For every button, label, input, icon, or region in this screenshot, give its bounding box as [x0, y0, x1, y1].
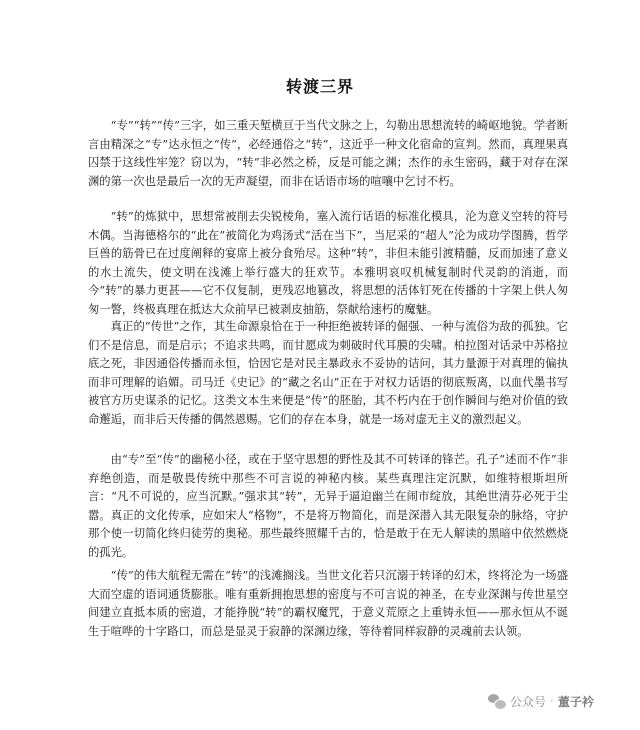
wechat-icon	[488, 693, 506, 709]
document-title: 转渡三界	[285, 77, 354, 96]
paragraph-2: “转”的炼狱中，思想常被削去尖锐棱角，塞入流行话语的标准化模具，沦为意义空转的符号木偶。当海德格尔的“此在”被简化为鸡汤式“活在当下”，当尼采的“超人”沦为成功学图腾，哲学巨兽的筋骨已在过度阐释的宴席上被分食殆尽。这种“转”，非但未能引渡精髓，反而加速了意义的水土流失，使文明在浅滩上举行盛大的狂欢节。本雅明哀叹机械复制时代灵韵的消逝，而今“转”的暴力更甚——它不仅复制，更残忍地篡改，将思想的活体钉死在传播的十字架上供人匆匆一瞥，终极真理在抵达大众前早已被剥皮抽筋，祭献给速朽的魔魅。	[88, 210, 568, 316]
watermark	[488, 689, 594, 713]
watermark-separator: ·	[550, 694, 554, 708]
paragraph-1: “专”“转”“传”三字，如三重天堑横亘于当代文脉之上，勾勒出思想流转的崎岖地貌。学者断言由精深之“专”达永恒之“传”，必经通俗之“转”，这近乎一种文化宿命的宣判。然而，真理果真囚禁于这线性牢笼？窃以为，“转”非必然之桥，反是可能之渊；杰作的永生密码，藏于对存在深渊的第一次也是最后一次的无声凝望，而非在话语市场的喧嚷中乞讨不朽。	[88, 119, 568, 188]
paragraph-4: 由“专”至“传”的幽秘小径，或在于坚守思想的野性及其不可转译的锋芒。孔子“述而不作”非弃绝创造，而是敬畏传统中那些不可言说的神秘内核。某些真理注定沉默，如维特根斯坦所言：“凡不可说的，应当沉默。”强求其“转”，无异于逼迫幽兰在闹市绽放，其绝世清芬必死于尘嚣。真正的文化传承，应如宋人“格物”，不是将万物简化，而是深潜入其无限复杂的脉络，守护那个使一切简化终归徒劳的奥秘。那些最终照耀千古的，恰是敢于在无人解读的黑暗中依然燃烧的孤光。	[88, 453, 568, 559]
paragraph-5: “传”的伟大航程无需在“转”的浅滩搁浅。当世文化若只沉溺于转译的幻术，终将沦为一场盛大而空虚的语词通货膨胀。唯有重新拥抱思想的密度与不可言说的神圣，在专业深渊与传世星空间建立直抵本质的密道，才能挣脱“转”的霸权魔咒，于意义荒原之上重铸永恒——那永恒从不诞生于喧哗的十字路口，而总是显灵于寂静的深渊边缘，等待着同样寂静的灵魂前去认领。	[88, 569, 568, 638]
paragraph-3: 真正的“传世”之作，其生命源泉恰在于一种拒绝被转译的倔强、一种与流俗为敌的孤独。它们不是信息，而是启示；不追求共鸣，而甘愿成为刺破时代耳膜的尖啸。柏拉图对话录中苏格拉底之死，非因通俗传播而永恒，恰因它是对民主暴政永不妥协的诘问，其力量源于对真理的偏执而非可理解的谄媚。司马迁《史记》的“藏之名山”正在于对权力话语的彻底叛离，以血代墨书写被官方历史谋杀的记忆。这类文本生来便是“传”的胚胎，其不朽内在于创作瞬间与绝对价值的致命邂逅，而非后天传播的偶然恩赐。它们的存在本身，就是一场对虚无主义的激烈起义。	[88, 320, 568, 426]
watermark-account: 董子衿	[557, 694, 594, 709]
watermark-platform: 公众号	[510, 694, 547, 709]
